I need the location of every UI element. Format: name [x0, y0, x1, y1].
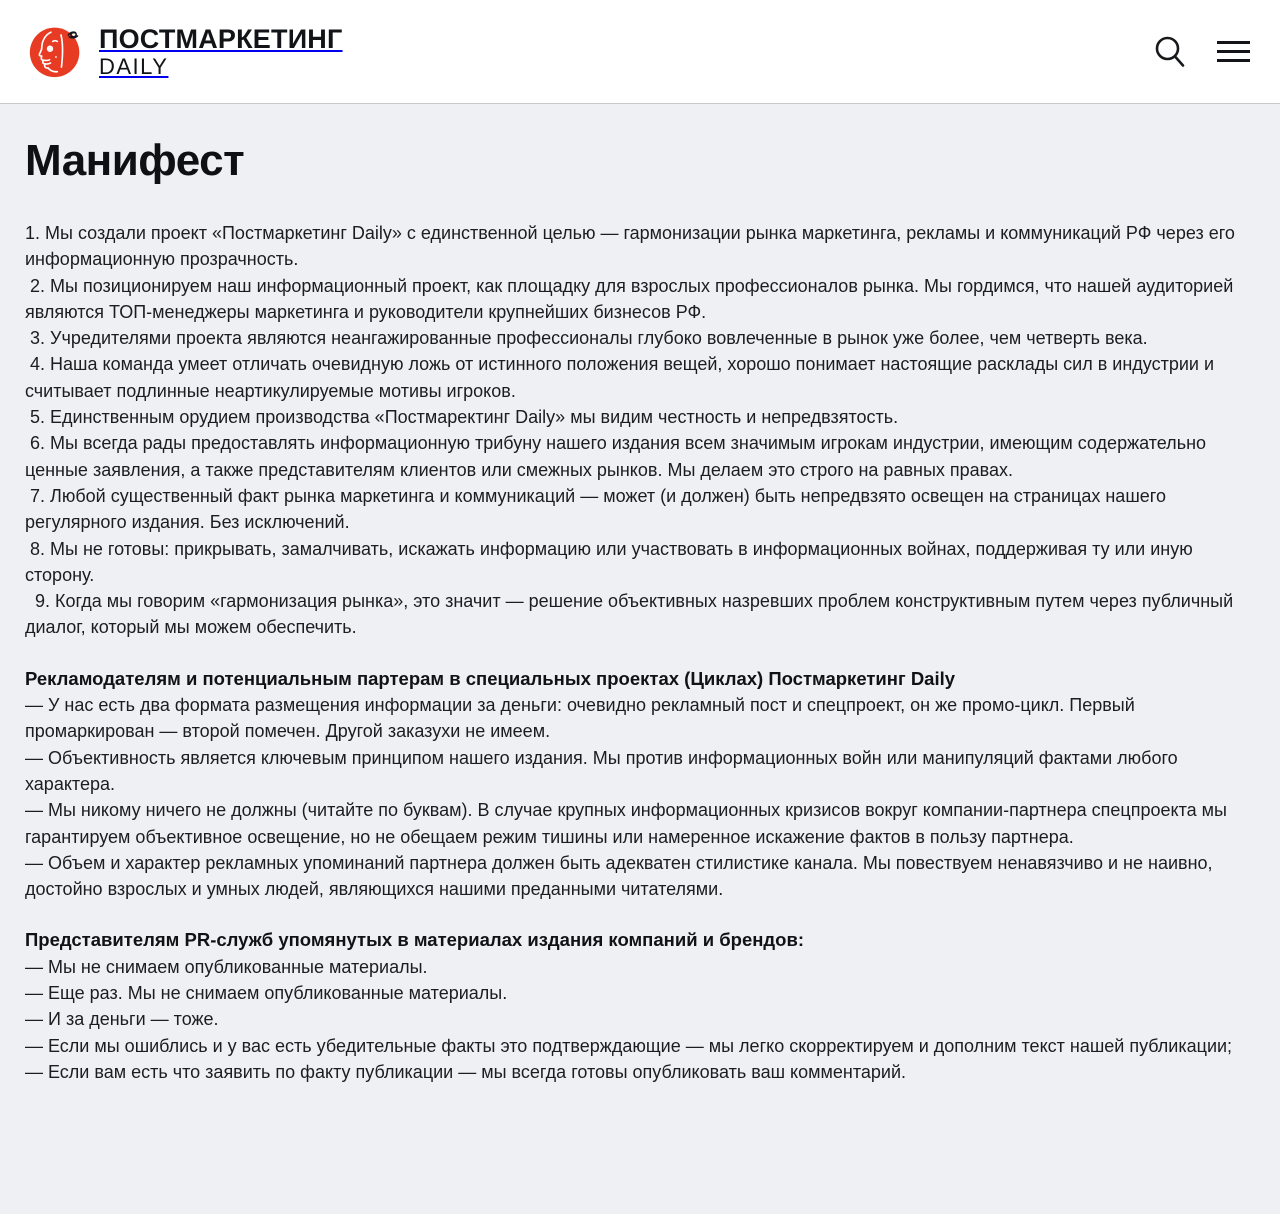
brand-subtitle: DAILY: [99, 53, 169, 79]
manifest-item: 6. Мы всегда рады предоставлять информационную трибуну нашего издания всем значимым игрокам индустрии, имеющим содержательно ценные заявления, а также представителям клиентов или смежных рынков. Мы делаем это строго на равных правах.: [25, 433, 1212, 480]
section-pr-services: [25, 927, 1255, 1085]
section-item: — У нас есть два формата размещения информации за деньги: очевидно рекламный пост и спецпроект, он же промо-цикл. Первый промаркирован — второй помечен. Другой заказухи не имеем.: [25, 695, 1140, 742]
manifest-item: 7. Любой существенный факт рынка маркетинга и коммуникаций — может (и должен) быть непредвзято освещен на страницах нашего регулярного издания. Без исключений.: [25, 485, 1171, 533]
section-item: — Еще раз. Мы не снимаем опубликованные материалы.: [25, 983, 508, 1004]
manifest-item: 5. Единственным орудием производства «Постмаректинг Daily» мы видим честность и непредвзятость.: [25, 407, 899, 428]
search-icon[interactable]: [1153, 34, 1187, 70]
manifest-item: 9. Когда мы говорим «гармонизация рынка», это значит — решение объективных назревших проблем конструктивным путем через публичный диалог, который мы можем обеспечить.: [25, 591, 1239, 638]
manifest-item: 2. Мы позиционируем наш информационный проект, как площадку для взрослых профессионалов рынка. Мы гордимся, что нашей аудиторией являются ТОП-менеджеры маркетинга и руководители крупнейших бизнесов РФ.: [25, 275, 1239, 322]
manifest-item: 1. Мы создали проект «Постмаркетинг Daily» с единственной целью — гармонизации рынка маркетинга, рекламы и коммуникаций РФ через его информационную прозрачность.: [25, 223, 1240, 270]
section-item: — Если вам есть что заявить по факту публикации — мы всегда готовы опубликовать ваш комментарий.: [25, 1061, 907, 1082]
brand-title: ПОСТМАРКЕТИНГ: [99, 23, 343, 54]
manifest-item: 4. Наша команда умеет отличать очевидную ложь от истинного положения вещей, хорошо понимает настоящие расклады сил в индустрии и считывает подлинные неартикулируемые мотивы игроков.: [25, 354, 1220, 401]
menu-bar: [1217, 41, 1250, 44]
section-item: — Если мы ошиблись и у вас есть убедительные факты это подтверждающие — мы легко скорректируем и дополним текст нашей публикации;: [25, 1035, 1233, 1056]
section-item: — Объективность является ключевым принципом нашего издания. Мы против информационных войн или манипуляций фактами любого характера.: [25, 747, 1183, 794]
hamburger-menu-icon[interactable]: [1217, 41, 1250, 62]
main-content: [0, 104, 1280, 1085]
section-heading: Представителям PR-служб упомянутых в материалах издания компаний и брендов:: [25, 929, 804, 951]
section-items: [25, 954, 1255, 1085]
page-title: Манифест: [25, 136, 245, 185]
section-item: — Мы не снимаем опубликованные материалы.: [25, 956, 428, 977]
section-advertisers: [25, 666, 1255, 903]
logo-face-icon: [28, 24, 83, 79]
section-items: [25, 692, 1255, 902]
section-item: — Объем и характер рекламных упоминаний партнера должен быть адекватен стилистике канала. Мы повествуем ненавязчиво и не наивно, достойно взрослых и умных людей, являющихся нашими преданными читателями.: [25, 852, 1218, 900]
manifest-item: 3. Учредителями проекта являются неангажированные профессионалы глубоко вовлеченные в рынок уже более, чем четверть века.: [25, 328, 1148, 349]
brand-text: [99, 23, 343, 79]
section-item: — Мы никому ничего не должны (читайте по буквам). В случае крупных информационных кризисов вокруг компании-партнера спецпроекта мы гарантируем объективное освещение, но не обещаем режим тишины или намеренное искажение фактов в пользу партнера.: [25, 800, 1232, 847]
manifest-item: 8. Мы не готовы: прикрывать, замалчивать, искажать информацию или участвовать в информационных войнах, поддерживая ту или иную сторону.: [25, 538, 1198, 585]
brand-logo-link[interactable]: [28, 24, 343, 79]
section-item: — И за деньги — тоже.: [25, 1009, 219, 1030]
site-header: [0, 0, 1280, 104]
header-actions: [1153, 34, 1250, 70]
menu-bar: [1217, 59, 1250, 62]
manifest-list: [25, 220, 1255, 641]
section-heading: Рекламодателям и потенциальным партерам в специальных проектах (Циклах) Постмаркетинг Daily: [25, 667, 956, 689]
menu-bar: [1217, 50, 1250, 53]
